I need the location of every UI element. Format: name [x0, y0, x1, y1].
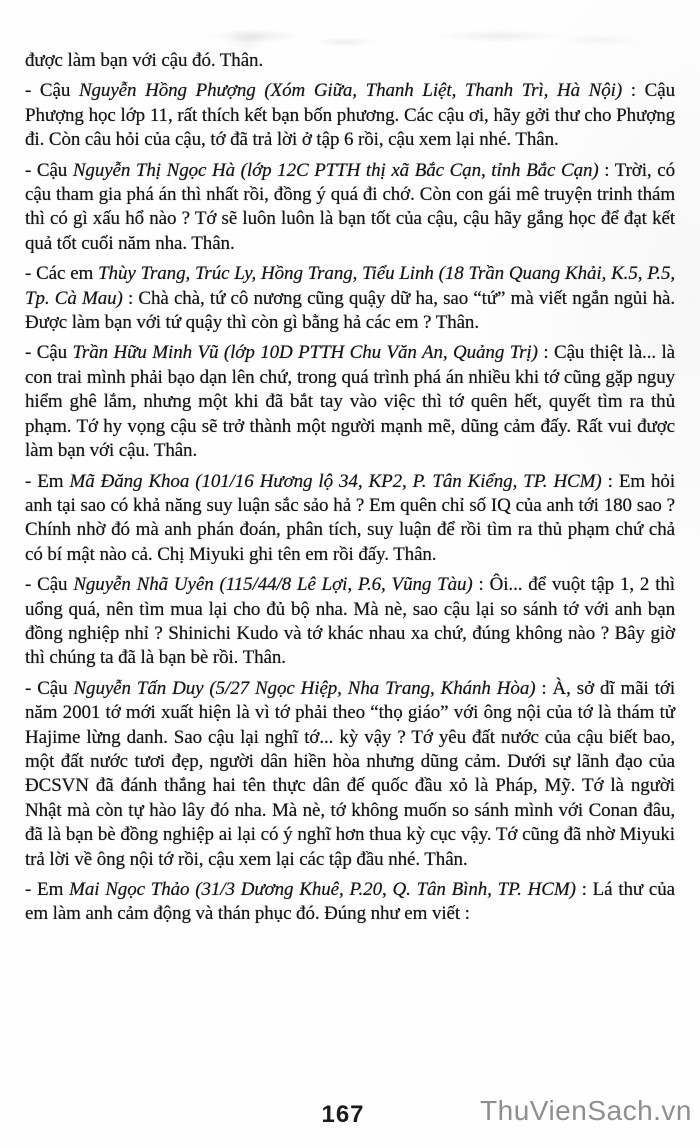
letter-reply-paragraph: [25, 573, 675, 671]
reply-text: : Chà chà, tứ cô nương cũng quậy dữ ha, sao “tứ” mà viết ngắn ngủi hà. Được làm bạn với tứ quậy thì còn gì bằng hả các em ? Thân.: [25, 287, 675, 334]
letter-reply-paragraph: [25, 878, 675, 927]
sender-name: Nguyễn Thị Ngọc Hà (lớp 12C PTTH thị xã Bắc Cạn, tỉnh Bắc Cạn): [72, 159, 599, 181]
reply-text: : À, sở dĩ mãi tới năm 2001 tớ mới xuất hiện là vì tớ phải theo “thọ giáo” với ông nội của tớ là thám tử Hajime lừng danh. Sao cậu lại nghĩ tớ... kỳ vậy ? Tớ yêu đất nước của cậu biết bao, một đất nước tươi đẹp, người dân hiền hòa nhưng dũng cảm. Dưới sự lãnh đạo của ĐCSVN đã đánh thắng hai tên thực dân đế quốc đầu xỏ là Pháp, Mỹ. Tớ là người Nhật mà còn tự hào lây đó nha. Mà nè, tớ không muốn so sánh mình với Conan đâu, đã là bạn bè đồng nghiệp ai lại có ý nghĩ hơn thua kỳ cục vậy. Tớ cũng đã nhờ Miyuki trả lời về ông nội tớ rồi, cậu xem lại các tập đầu nhé. Thân.: [25, 677, 675, 870]
page-footer: [0, 1095, 700, 1140]
letter-reply-paragraph: [25, 470, 675, 568]
letter-reply-paragraph: [25, 262, 675, 335]
reply-prefix: - Cậu: [25, 80, 79, 102]
letter-reply-paragraph: [25, 677, 675, 872]
text-block: [25, 49, 675, 927]
reply-prefix: - Các em: [25, 263, 99, 285]
reply-text: : Trời, có cậu tham gia phá án thì nhất rồi, đồng ý quá đi chớ. Còn con gái mê truyện trinh thám thì có gì xấu hổ nào ? Tớ sẽ luôn luôn là bạn tốt của cậu, cậu hãy gắng học để đạt kết quả tốt cuối năm nha. Thân.: [25, 159, 675, 254]
sender-name: Trần Hữu Minh Vũ (lớp 10D PTTH Chu Văn An, Quảng Trị): [72, 342, 538, 364]
sender-name: Nguyễn Tấn Duy (5/27 Ngọc Hiệp, Nha Trang, Khánh Hòa): [73, 677, 536, 699]
reply-prefix: - Cậu: [25, 574, 74, 596]
sender-name: Mã Đăng Khoa (101/16 Hương lộ 34, KP2, P. Tân Kiểng, TP. HCM): [69, 470, 602, 492]
sender-name: Thùy Trang, Trúc Ly, Hồng Trang, Tiểu Linh (18 Trần Quang Khải, K.5, P.5, Tp. Cà Mau): [25, 263, 675, 309]
reply-text: : Lá thư của em làm anh cảm động và thán phục đó. Đúng như em viết :: [25, 879, 675, 925]
page-number: 167: [321, 1101, 365, 1128]
paragraph-continuation: [25, 49, 675, 73]
letter-reply-paragraph: [25, 341, 675, 463]
reply-prefix: - Em: [25, 879, 70, 900]
reply-prefix: - Cậu: [25, 159, 73, 181]
reply-prefix: - Em: [25, 470, 70, 492]
sender-name: Nguyễn Nhã Uyên (115/44/8 Lê Lợi, P.6, Vũng Tàu): [73, 574, 473, 596]
reply-text: : Em hỏi anh tại sao có khả năng suy luận sắc sảo hả ? Em quên chỉ số IQ của anh tới 180 sao ? Chính nhờ đó mà anh phán đoán, phân tích, suy luận để rồi tìm ra thủ phạm chứ chả có bí mật nào cả. Chị Miyuki ghi tên em rồi đấy. Thân.: [25, 470, 676, 565]
reply-prefix: - Cậu: [25, 677, 74, 699]
reply-text: : Ôi... để vuột tập 1, 2 thì uổng quá, nên tìm mua lại cho đủ bộ nha. Mà nè, sao cậu lại so sánh tớ với anh bạn đồng nghiệp nhỉ ? Shinichi Kudo và tớ khác nhau xa chứ, đúng không nào ? Bây giờ thì chúng ta đã là bạn bè rồi. Thân.: [25, 574, 675, 669]
sender-name: Mai Ngọc Thảo (31/3 Dương Khuê, P.20, Q. Tân Bình, TP. HCM): [69, 879, 576, 900]
letter-reply-paragraph: [25, 79, 675, 152]
watermark: ThuVienSach.vn: [480, 1095, 692, 1126]
reply-text: : Cậu thiệt là... là con trai mình phải bạo dạn lên chứ, trong quá trình phá án nhiều khi tớ cũng gặp nguy hiểm ghê lắm, nhưng một khi đã bắt tay vào việc thì tớ quên hết, quyết tìm ra thủ phạm. Tớ hy vọng cậu sẽ trở thành một người mạnh mẽ, dũng cảm đấy. Rất vui được làm bạn với cậu. Thân.: [25, 342, 676, 462]
sender-name: Nguyễn Hồng Phượng (Xóm Giữa, Thanh Liệt, Thanh Trì, Hà Nội): [78, 80, 623, 102]
reply-text: được làm bạn với cậu đó. Thân.: [25, 50, 264, 71]
reply-text: : Cậu Phượng học lớp 11, rất thích kết bạn bốn phương. Các cậu ơi, hãy gởi thư cho Phượng đi. Còn câu hỏi của cậu, tớ đã trả lời ở tập 6 rồi, cậu xem lại nhé. Thân.: [25, 80, 675, 151]
reply-prefix: - Cậu: [25, 342, 73, 364]
letter-reply-paragraph: [25, 159, 675, 257]
